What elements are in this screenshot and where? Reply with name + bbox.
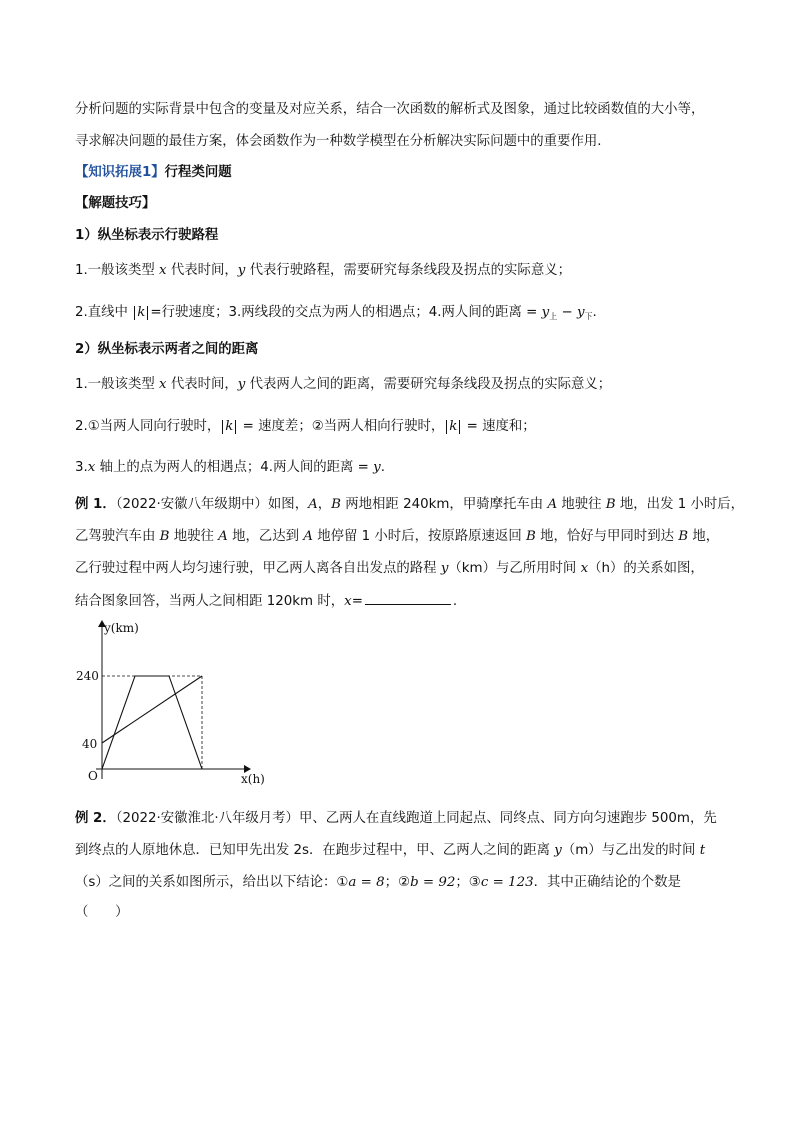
y-axis-label: y(km): [104, 621, 139, 635]
example1-line-3: 乙行驶过程中两人均匀速行驶，甲乙两人离各自出发点的路程 y（km）与乙所用时间 x（h）的关系如图，: [75, 561, 704, 576]
abs-k: k: [446, 420, 460, 434]
line-jia: [102, 676, 202, 743]
part1-line-1: 1.一般该类型 x 代表时间，y 代表行驶路程，需要研究每条线段及拐点的实际意义；: [75, 263, 571, 278]
intro-line-2: 寻求解决问题的最佳方案，体会函数作为一种数学模型在分析解决实际问题中的重要作用.: [75, 134, 602, 149]
example2-line-1: 例 2．（2022·安徽淮北·八年级月考）甲、乙两人在直线跑道上同起点、同终点、同方向匀速跑步 500m，先: [75, 811, 717, 826]
example1-line-4: 结合图象回答，当两人之间相距 120km 时，x= .: [75, 594, 458, 609]
example1-line-2: 乙驾驶汽车由 B 地驶往 A 地，乙达到 A 地停留 1 小时后，按原路原速返回 B 地，恰好与甲同时到达 B 地，: [75, 529, 720, 544]
example2-line-2: 到终点的人原地休息．已知甲先出发 2s．在跑步过程中，甲、乙两人之间的距离 y（m）与乙出发的时间 t: [75, 843, 706, 858]
line-yi: [102, 676, 202, 769]
origin-label: O: [88, 769, 98, 783]
example1-label: 例 1．: [75, 497, 116, 512]
example2-line-3: （s）之间的关系如图所示，给出以下结论：①a = 8；②b = 92；③c = 123．其中正确结论的个数是: [75, 875, 681, 890]
example2-answer-choice[interactable]: （ ）: [75, 905, 129, 920]
part2-line-2: 2.①当两人同向行驶时， k = 速度差；②当两人相向行驶时， k = 速度和；: [75, 419, 536, 434]
abs-k: k: [134, 306, 148, 320]
part2-heading: 2）纵坐标表示两者之间的距离: [75, 342, 259, 357]
tips-heading: 【解题技巧】: [75, 196, 156, 211]
x-axis-label: x(h): [241, 772, 265, 786]
tick-240: 240: [76, 669, 99, 683]
part1-heading: 1）纵坐标表示行驶路程: [75, 228, 219, 243]
part2-line-3: 3.x 轴上的点为两人的相遇点；4.两人间的距离 = y.: [75, 460, 385, 475]
section-title: [75, 164, 232, 182]
part1-line-2: 2.直线中 k =行驶速度；3.两线段的交点为两人的相遇点；4.两人间的距离 = $y_上 - y_下$.: [75, 305, 597, 321]
example2-label: 例 2．: [75, 811, 116, 826]
section-topic: 行程类问题: [164, 165, 232, 180]
section-bracket-title: 【知识拓展1】: [75, 165, 165, 180]
tick-40: 40: [82, 737, 98, 751]
answer-blank[interactable]: [365, 592, 451, 605]
abs-k: k: [222, 420, 236, 434]
intro-line-1: 分析问题的实际背景中包含的变量及对应关系，结合一次函数的解析式及图象，通过比较函数值的大小等，: [75, 102, 705, 117]
distance-time-graph: [68, 617, 278, 789]
example1-line-1: 例 1．（2022·安徽八年级期中）如图，A，B 两地相距 240km，甲骑摩托车由 A 地驶往 B 地，出发 1 小时后，: [75, 497, 745, 512]
part2-line-1: 1.一般该类型 x 代表时间，y 代表两人之间的距离，需要研究每条线段及拐点的实际意义；: [75, 377, 612, 392]
